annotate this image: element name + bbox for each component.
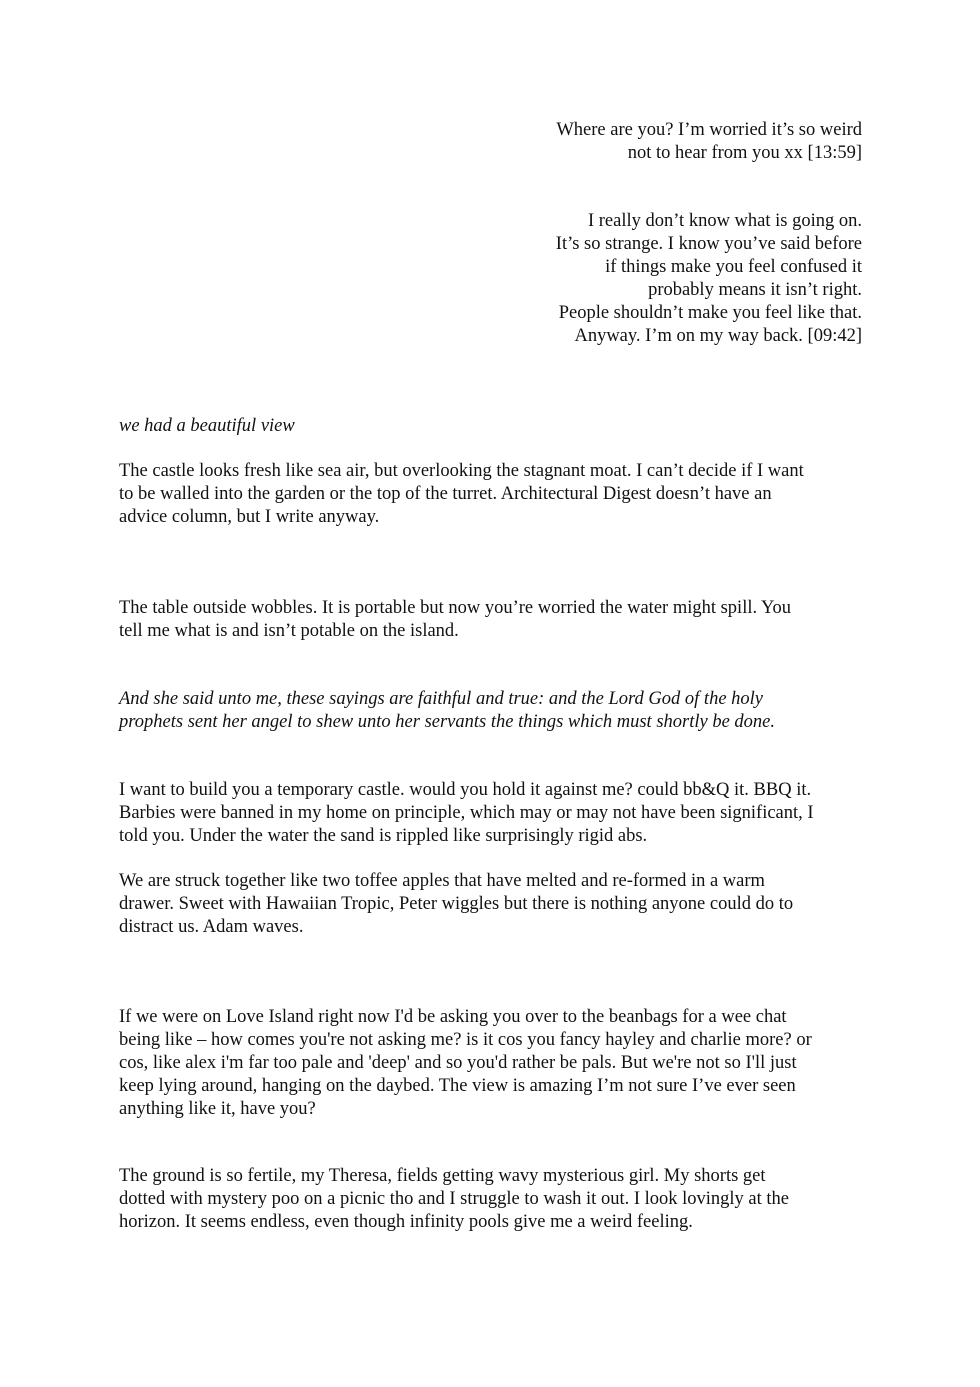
message-line: probably means it isn’t right. [648,280,862,300]
paragraph-line: The castle looks fresh like sea air, but overlooking the stagnant moat. I can’t decide if I want [119,461,804,481]
paragraph-line: cos, like alex i'm far too pale and 'deep' and so you'd rather be pals. But we're not so I'll just [119,1053,797,1073]
paragraph-table [119,597,869,643]
paragraph-line: tell me what is and isn’t potable on the island. [119,621,459,641]
message-1355 [442,119,862,165]
paragraph-line: The table outside wobbles. It is portable but now you’re worried the water might spill. You [119,598,792,618]
paragraph-quote [119,688,869,734]
paragraph-line: told you. Under the water the sand is rippled like surprisingly rigid abs. [119,826,648,846]
message-line: not to hear from you xx [13:59] [627,143,862,163]
paragraph-line: prophets sent her angel to shew unto her servants the things which must shortly be done. [119,712,776,732]
paragraph-castle [119,460,869,529]
paragraph-fertile-ground [119,1165,869,1234]
message-line: if things make you feel confused it [605,257,862,277]
paragraph-line: drawer. Sweet with Hawaiian Tropic, Peter wiggles but there is nothing anyone could do to [119,894,794,914]
paragraph-line: Barbies were banned in my home on principle, which may or may not have been significant, I [119,803,814,823]
message-line: People shouldn’t make you feel like that. [558,303,862,323]
paragraph-line: If we were on Love Island right now I'd be asking you over to the beanbags for a wee chat [119,1007,787,1027]
paragraph-line: And she said unto me, these sayings are faithful and true: and the Lord God of the holy [119,689,764,709]
section-heading [119,415,869,438]
paragraph-line: We are struck together like two toffee apples that have melted and re-formed in a warm [119,871,765,891]
paragraph-line: keep lying around, hanging on the daybed. The view is amazing I’m not sure I’ve ever seen [119,1076,796,1096]
message-0942 [442,210,862,348]
paragraph-temporary-castle [119,779,869,848]
paragraph-toffee-apples [119,870,869,939]
paragraph-line: I want to build you a temporary castle. would you hold it against me? could bb&Q it. BBQ it. [119,780,812,800]
paragraph-line: being like – how comes you're not asking me? is it cos you fancy hayley and charlie more? or [119,1030,812,1050]
paragraph-line: The ground is so fertile, my Theresa, fields getting wavy mysterious girl. My shorts get [119,1166,766,1186]
paragraph-love-island [119,1006,869,1121]
paragraph-line: to be walled into the garden or the top of the turret. Architectural Digest doesn’t have an [119,484,772,504]
message-line: Where are you? I’m worried it’s so weird [556,120,862,140]
paragraph-line: horizon. It seems endless, even though infinity pools give me a weird feeling. [119,1212,693,1232]
message-line: It’s so strange. I know you’ve said before [555,234,862,254]
paragraph-line: advice column, but I write anyway. [119,507,380,527]
heading-text: we had a beautiful view [119,416,295,436]
message-line: I really don’t know what is going on. [587,211,862,231]
paragraph-line: distract us. Adam waves. [119,917,304,937]
message-line: Anyway. I’m on my way back. [09:42] [574,326,862,346]
paragraph-line: anything like it, have you? [119,1099,316,1119]
paragraph-line: dotted with mystery poo on a picnic tho and I struggle to wash it out. I look lovingly at the [119,1189,790,1209]
